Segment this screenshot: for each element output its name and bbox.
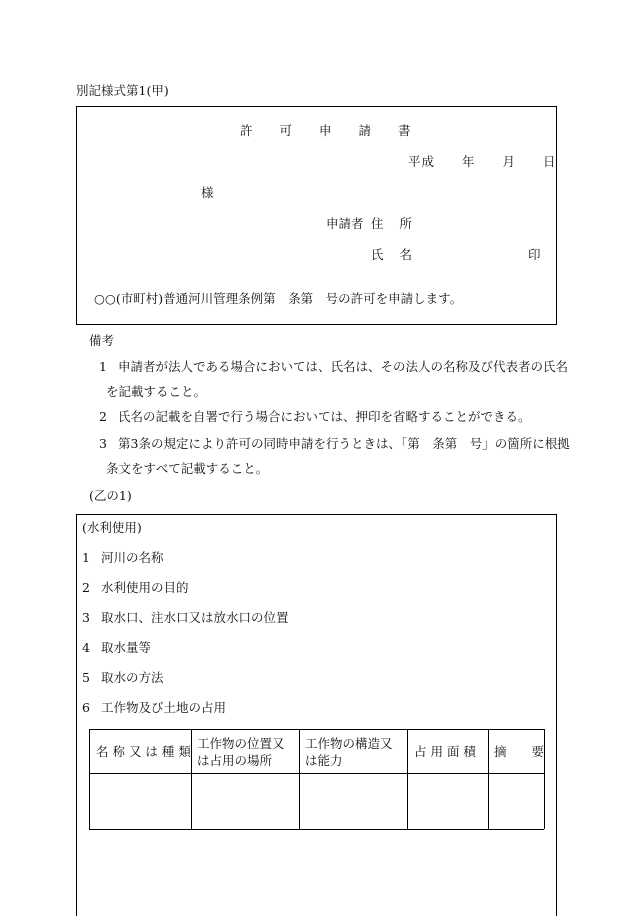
item-3-num: 3 [82,610,90,625]
note-1-line2: を記載すること。 [106,384,207,399]
application-statement: ○○(市町村)普通河川管理条例第 条第 号の許可を申請します。 [94,291,463,306]
address-label: 住 所 [371,216,418,231]
note-2-num: 2 [99,409,107,424]
table-bottom-border [89,829,544,830]
table-col-line-3 [407,729,408,829]
item-3-text: 取水口、注水口又は放水口の位置 [101,610,289,625]
note-1-num: 1 [99,359,107,374]
table-header-divider [89,773,544,774]
applicant-label: 申請者 [326,216,364,231]
table-header-area: 占 用 面 積 [414,744,476,759]
name-label: 氏 名 [371,247,418,262]
section-b-label: (乙の1) [89,488,132,503]
date-line: 平成 年 月 日 [408,154,557,169]
item-5-num: 5 [82,670,90,685]
section-b-right-border [556,514,557,916]
section-b-left-border [76,514,77,916]
seal-label: 印 [528,247,541,262]
form-label: 別記様式第1(甲) [76,83,169,98]
note-3-num: 3 [99,436,107,451]
note-2-line1: 氏名の記載を自署で行う場合においては、押印を省略することができる。 [118,409,531,424]
table-col-line-4 [488,729,489,829]
notes-heading: 備考 [89,333,115,348]
item-6-num: 6 [82,700,90,715]
table-col-line-0 [89,729,90,829]
item-6-text: 工作物及び土地の占用 [101,700,227,715]
table-col-line-2 [299,729,300,829]
section-b-category: (水利使用) [82,520,142,535]
item-1-num: 1 [82,550,90,565]
table-top-border [89,729,544,730]
item-4-text: 取水量等 [101,640,152,655]
table-header-remarks: 摘 要 [494,744,545,759]
item-2-text: 水利使用の目的 [101,580,189,595]
note-3-line1: 第3条の規定により許可の同時申請を行うときは、「第 条第 号」の箇所に根拠 [118,436,570,451]
note-3-line2: 条文をすべて記載すること。 [106,461,269,476]
table-col-line-1 [191,729,192,829]
table-col-line-5 [544,729,545,829]
section-b-top-border [76,514,557,515]
table-header-name: 名 称 又 は 種 類 [96,744,191,759]
table-header-structure: 工作物の構造又は能力 [305,736,393,768]
application-title: 許可申請書 [240,123,438,138]
item-1-text: 河川の名称 [101,550,164,565]
item-2-num: 2 [82,580,90,595]
item-4-num: 4 [82,640,90,655]
note-1-line1: 申請者が法人である場合においては、氏名は、その法人の名称及び代表者の氏名 [118,359,569,374]
item-5-text: 取水の方法 [101,670,164,685]
addressee-suffix: 様 [201,185,214,200]
table-header-location: 工作物の位置又は占用の場所 [197,736,285,768]
